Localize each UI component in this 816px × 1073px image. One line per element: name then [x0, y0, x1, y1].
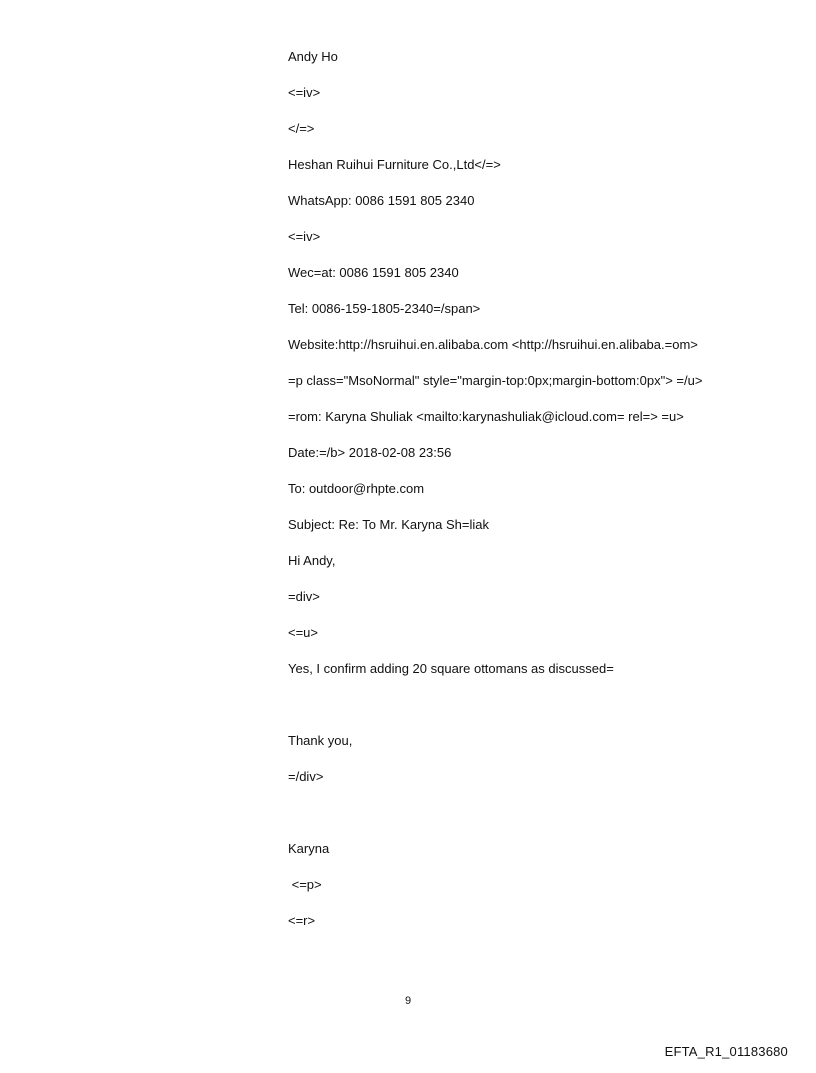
text-line: Thank you,	[288, 733, 353, 748]
bates-number: EFTA_R1_01183680	[664, 1044, 788, 1059]
text-line: =rom: Karyna Shuliak <mailto:karynashuliak@icloud.com= rel=> =u>	[288, 409, 684, 424]
text-line: <=iv>	[288, 229, 321, 244]
text-line: <=p>	[288, 877, 322, 892]
text-line: <=r>	[288, 913, 316, 928]
email-body	[288, 48, 788, 948]
text-line: WhatsApp: 0086 1591 805 2340	[288, 193, 475, 208]
text-line: <=iv>	[288, 85, 321, 100]
text-line: <=u>	[288, 625, 319, 640]
text-line: =/div>	[288, 769, 324, 784]
blank-line	[288, 804, 788, 821]
text-line: =p class="MsoNormal" style="margin-top:0px;margin-bottom:0px"> =/u>	[288, 373, 703, 388]
text-line: Andy Ho	[288, 49, 338, 64]
text-line: </=>	[288, 121, 315, 136]
page-number: 9	[404, 995, 412, 1007]
text-line: Heshan Ruihui Furniture Co.,Ltd</=>	[288, 157, 501, 172]
text-line: Wec=at: 0086 1591 805 2340	[288, 265, 459, 280]
text-line: Hi Andy,	[288, 553, 336, 568]
text-line: Subject: Re: To Mr. Karyna Sh=liak	[288, 517, 489, 532]
text-line: Tel: 0086-159-1805-2340=/span>	[288, 301, 481, 316]
text-line: Date:=/b> 2018-02-08 23:56	[288, 445, 452, 460]
text-line: Karyna	[288, 841, 330, 856]
text-line: To: outdoor@rhpte.com	[288, 481, 425, 496]
blank-line	[288, 696, 788, 713]
text-line: Yes, I confirm adding 20 square ottomans as discussed=	[288, 661, 614, 676]
text-line: =div>	[288, 589, 320, 604]
text-line: Website:http://hsruihui.en.alibaba.com <http://hsruihui.en.alibaba.=om>	[288, 337, 698, 352]
